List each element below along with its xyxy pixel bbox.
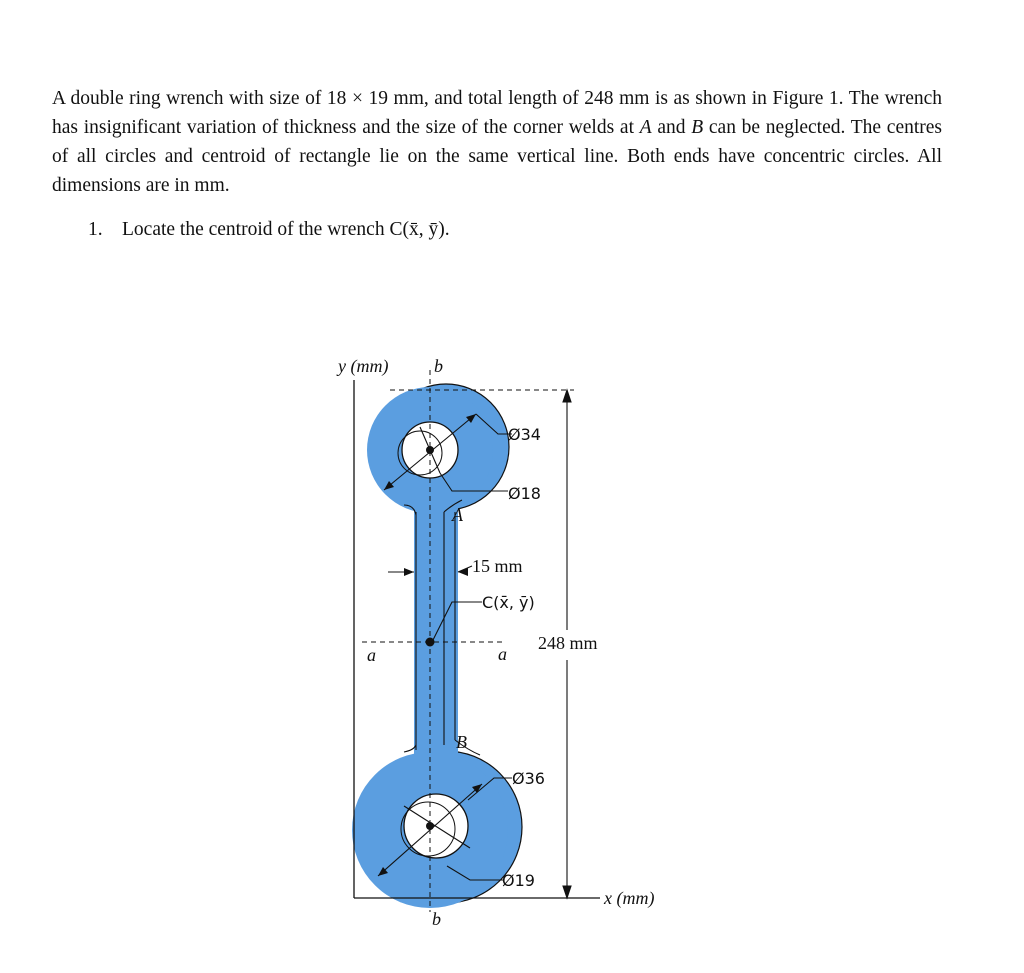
b-label-bottom: b — [432, 909, 441, 929]
length-248-label: 248 mm — [538, 633, 598, 653]
problem-text-2: can be neglected. The centres of all circles and centroid of rectangle lie on the same vertical line. Both ends have concentric circles. All dimensions are in mm. — [52, 117, 943, 196]
label-weld-b: B — [691, 117, 704, 138]
b-label-top: b — [434, 356, 443, 376]
weld-a-label: A — [452, 505, 463, 525]
question-number: 1. — [88, 219, 103, 240]
centroid-label: C(x̄, ȳ) — [482, 593, 535, 612]
dia-34-label: Ø34 — [508, 425, 541, 444]
dia-19-label: Ø19 — [502, 871, 535, 890]
problem-text-and: and — [651, 117, 692, 138]
y-axis-label: y (mm) — [338, 356, 389, 376]
a-label-left: a — [367, 645, 376, 665]
bottom-center-dot — [426, 822, 434, 830]
problem-text-1: A double ring wrench with size of 18 × 19 mm, and total length of 248 mm is as shown in Figure 1. The wrench has insignificant variation of thickness and the size of the corner welds at — [52, 88, 942, 138]
question-text: Locate the centroid of the wrench C(x̄, ȳ). — [122, 219, 450, 240]
a-label-right: a — [498, 644, 507, 664]
x-axis-label: x (mm) — [604, 888, 655, 908]
dia-36-label: Ø36 — [512, 769, 545, 788]
width-15-label: 15 mm — [472, 556, 523, 576]
label-weld-a: A — [639, 117, 652, 138]
dia-18-label: Ø18 — [508, 484, 541, 503]
weld-b-label: B — [456, 732, 467, 752]
wrench-body — [352, 384, 522, 908]
